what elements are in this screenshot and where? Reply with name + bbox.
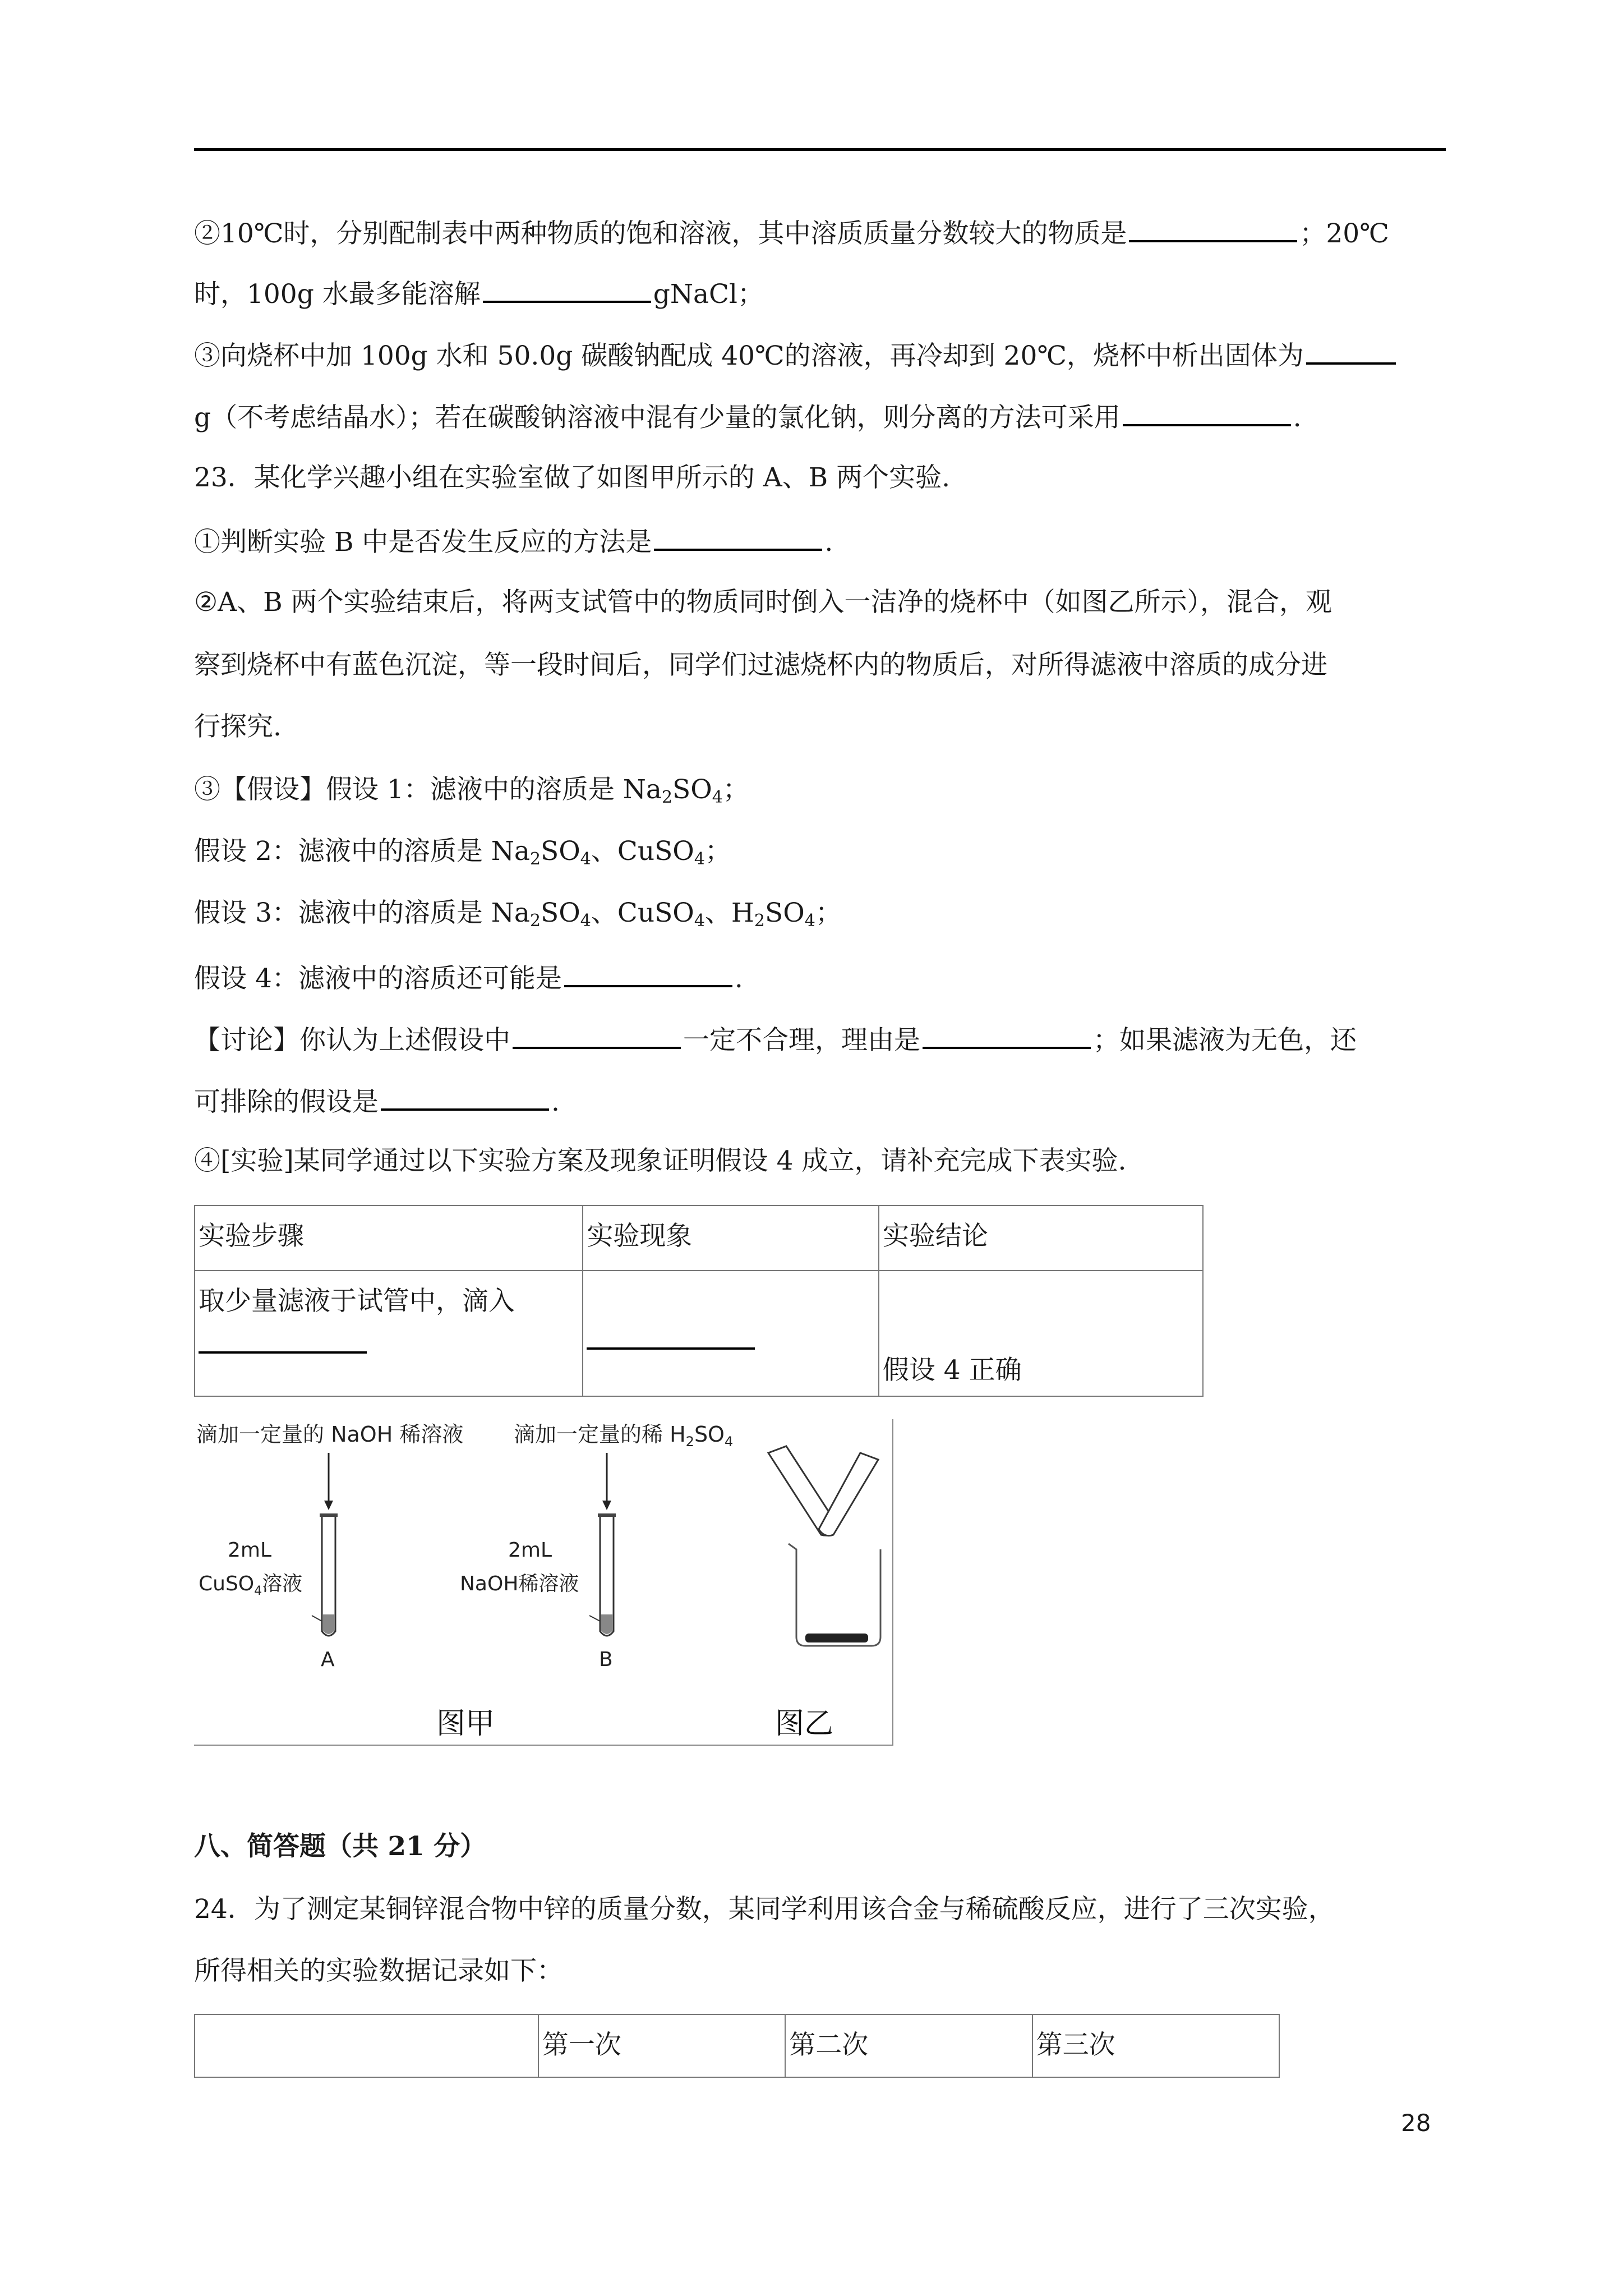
text: g（不考虑结晶水）；若在碳酸钠溶液中混有少量的氯化钠，则分离的方法可采用 xyxy=(194,402,1121,433)
text: 一定不合理，理由是 xyxy=(683,1025,920,1056)
text: 可排除的假设是 xyxy=(194,1087,379,1117)
text: ； xyxy=(704,836,731,867)
q22-line3 xyxy=(194,337,1456,373)
text: 时，100g 水最多能溶解 xyxy=(194,279,481,310)
caption-fig-jia: 图甲 xyxy=(436,1707,495,1741)
experiment-table xyxy=(194,1205,1204,1397)
answer-blank[interactable] xyxy=(1129,214,1297,242)
q22-line1 xyxy=(194,214,1456,251)
text: ③【假设】假设 1：滤液中的溶质是 Na xyxy=(194,774,662,805)
q23-line4: 行探究. xyxy=(194,711,282,742)
tube-b-label: B xyxy=(599,1648,613,1671)
experiment-figure xyxy=(194,1419,893,1746)
q24-line2: 所得相关的实验数据记录如下： xyxy=(194,1955,563,1986)
table-header: 第三次 xyxy=(1032,2014,1279,2077)
label-b-top: 滴加一定量的稀 $H_2SO_4$ xyxy=(514,1422,734,1450)
text: 假设 2：滤液中的溶质是 Na xyxy=(194,836,530,867)
experiment-intro: ④[实验]某同学通过以下实验方案及现象证明假设 4 成立，请补充完成下表实验. xyxy=(194,1145,1127,1176)
table-row xyxy=(195,1271,1203,1396)
conclusion-text: 假设 4 正确 xyxy=(882,1355,1022,1386)
q22-line4 xyxy=(194,398,1456,435)
text: 、 xyxy=(591,898,617,928)
subscript: 4 xyxy=(580,849,591,869)
answer-blank[interactable] xyxy=(564,959,732,987)
subscript: 2 xyxy=(529,911,541,931)
text: ②10℃时，分别配制表中两种物质的饱和溶液，其中溶质质量分数较大的物质是 xyxy=(194,218,1127,249)
arrow-a xyxy=(324,1453,333,1510)
beaker xyxy=(789,1544,880,1646)
answer-blank[interactable] xyxy=(587,1325,755,1350)
tube-b-volume: 2mL xyxy=(508,1539,552,1562)
q24-line1: 24．为了测定某铜锌混合物中锌的质量分数，某同学利用该合金与稀硫酸反应，进行了三次实验， xyxy=(194,1894,1335,1925)
text: 、 xyxy=(704,898,731,928)
subscript: 4 xyxy=(804,911,815,931)
text: ；20℃ xyxy=(1299,218,1389,249)
subscript: 2 xyxy=(754,911,766,931)
pouring-tube-right xyxy=(819,1453,878,1536)
answer-blank[interactable] xyxy=(1123,398,1291,426)
subscript: 4 xyxy=(694,849,705,869)
header-rule xyxy=(194,148,1446,151)
hypothesis-2 xyxy=(194,835,1456,868)
tube-a-label: A xyxy=(321,1648,335,1671)
table-header: 实验现象 xyxy=(583,1205,878,1271)
q23-title: 23．某化学兴趣小组在实验室做了如图甲所示的 A、B 两个实验. xyxy=(194,462,951,493)
text: ①判断实验 B 中是否发生反应的方法是 xyxy=(194,527,652,558)
text: ③向烧杯中加 100g 水和 50.0g 碳酸钠配成 40℃的溶液，再冷却到 20℃，烧杯中析出固体为 xyxy=(194,341,1304,371)
text: SO xyxy=(541,836,580,867)
text: SO xyxy=(541,898,580,928)
answer-blank[interactable] xyxy=(1306,337,1396,365)
step-text: 取少量滤液于试管中，滴入 xyxy=(199,1286,515,1317)
table-header: 第一次 xyxy=(538,2014,785,2077)
caption-fig-yi: 图乙 xyxy=(775,1707,834,1741)
text: 【讨论】你认为上述假设中 xyxy=(194,1025,510,1056)
text: CuSO xyxy=(617,836,694,867)
table-row xyxy=(195,2014,1279,2077)
label-a-top: 滴加一定量的 NaOH 稀溶液 xyxy=(196,1422,464,1447)
figure-drawing xyxy=(194,1419,892,1745)
q23-line1 xyxy=(194,523,1456,559)
discussion-line2 xyxy=(194,1083,1456,1119)
q23-line2: ②A、B 两个实验结束后，将两支试管中的物质同时倒入一洁净的烧杯中（如图乙所示），混合，观 xyxy=(194,587,1332,618)
page-number: 28 xyxy=(1401,2109,1431,2137)
table-header: 实验步骤 xyxy=(195,1205,583,1271)
answer-blank[interactable] xyxy=(654,523,822,551)
answer-blank[interactable] xyxy=(199,1329,367,1354)
text: 假设 4：滤液中的溶质还可能是 xyxy=(194,963,562,994)
tube-a-volume: 2mL xyxy=(228,1539,272,1562)
q23-line3: 察到烧杯中有蓝色沉淀，等一段时间后，同学们过滤烧杯内的物质后，对所得滤液中溶质的成分进 xyxy=(194,650,1327,680)
text: 假设 3：滤液中的溶质是 Na xyxy=(194,898,530,928)
text: SO xyxy=(765,898,805,928)
answer-blank[interactable] xyxy=(483,275,651,303)
table-cell xyxy=(195,1271,583,1396)
text: gNaCl； xyxy=(653,279,764,310)
table-row xyxy=(195,1205,1203,1271)
text: ；如果滤液为无色，还 xyxy=(1093,1025,1357,1056)
text: . xyxy=(1293,402,1302,433)
table-header xyxy=(195,2014,538,2077)
subscript: 2 xyxy=(661,788,673,807)
tube-b-solution: NaOH稀溶液 xyxy=(460,1572,579,1595)
table-header: 实验结论 xyxy=(879,1205,1203,1271)
hypothesis-4 xyxy=(194,959,1456,996)
section-8-title: 八、简答题（共 21 分） xyxy=(194,1831,487,1862)
text: . xyxy=(824,527,833,558)
data-table xyxy=(194,2014,1280,2078)
table-cell xyxy=(583,1271,878,1396)
text: CuSO xyxy=(617,898,694,928)
table-cell xyxy=(879,1271,1203,1396)
subscript: 4 xyxy=(712,788,723,807)
q22-line2 xyxy=(194,275,1456,311)
test-tube-a xyxy=(312,1513,338,1636)
text: ； xyxy=(722,774,749,805)
table-header: 第二次 xyxy=(785,2014,1032,2077)
answer-blank[interactable] xyxy=(923,1021,1091,1049)
text: SO xyxy=(672,774,712,805)
hypothesis-1 xyxy=(194,773,1456,807)
text: . xyxy=(551,1087,560,1117)
text: ； xyxy=(815,898,842,928)
tube-a-solution: CuSO$_4$溶液 xyxy=(199,1572,303,1598)
arrow-b xyxy=(602,1453,611,1510)
answer-blank[interactable] xyxy=(381,1083,549,1111)
text: . xyxy=(734,963,743,994)
subscript: 2 xyxy=(529,849,541,869)
hypothesis-3 xyxy=(194,896,1456,930)
spacer xyxy=(587,1280,874,1314)
discussion-line1 xyxy=(194,1021,1456,1057)
text: 、 xyxy=(591,836,617,867)
text: H xyxy=(731,898,754,928)
answer-blank[interactable] xyxy=(513,1021,681,1049)
subscript: 4 xyxy=(694,911,705,931)
subscript: 4 xyxy=(580,911,591,931)
test-tube-b xyxy=(589,1513,616,1636)
